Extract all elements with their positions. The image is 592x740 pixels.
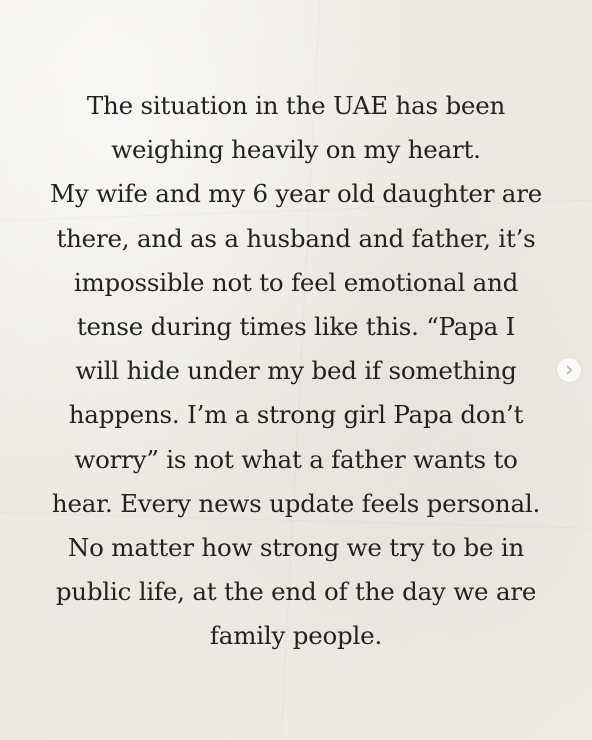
chevron-right-icon <box>564 365 574 375</box>
post-caption-text: The situation in the UAE has been weighing heavily on my heart. My wife and my 6 year old daughter are there, and as a husband and father, it’s impossible not to feel emotional and tense during times like this. “Papa I will hide under my bed if something happens. I’m a strong girl Papa don’t worry” is not what a father wants to hear. Every news update feels personal. No matter how strong we try to be in public life, at the end of the day we are family people. <box>49 91 543 651</box>
carousel-next-button[interactable] <box>557 358 581 382</box>
